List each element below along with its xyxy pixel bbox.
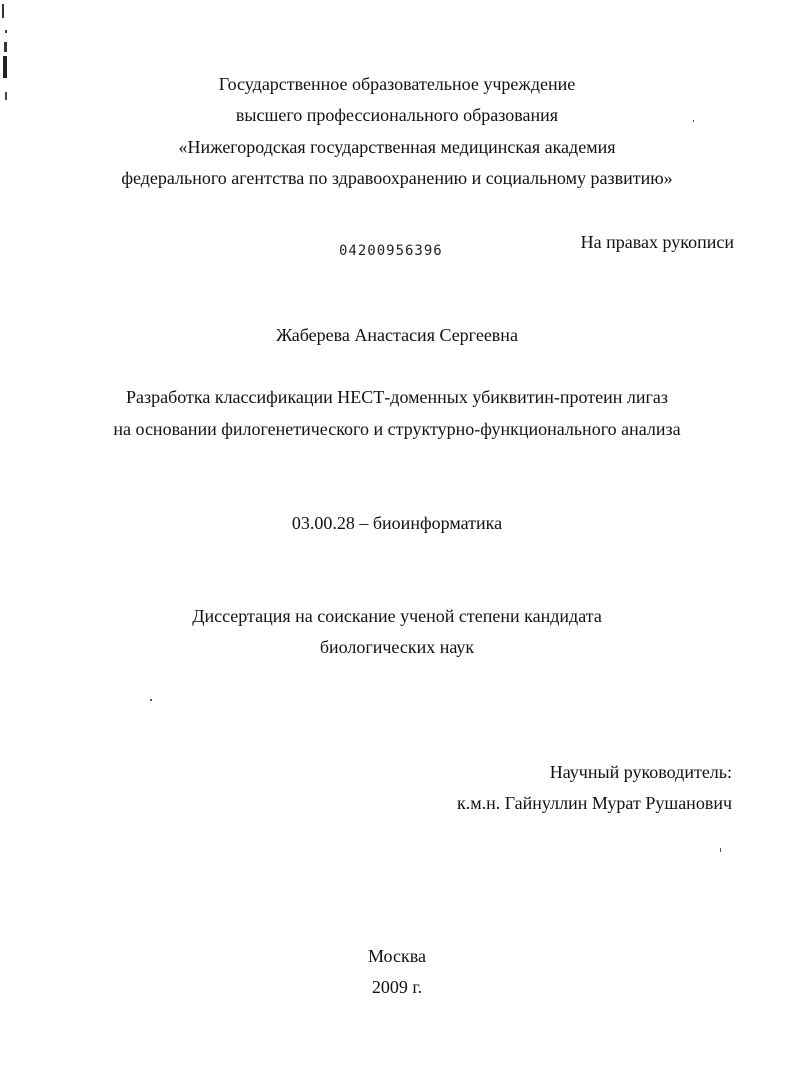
author-name: Жаберева Анастасия Сергеевна: [276, 325, 518, 345]
library-stamp-number: 04200956396: [339, 243, 443, 259]
institution-line-1: Государственное образовательное учреждение: [218, 74, 576, 94]
institution-line-3: «Нижегородская государственная медицинская академия: [178, 137, 616, 157]
city: Москва: [368, 946, 426, 966]
year: 2009 г.: [371, 977, 423, 997]
thesis-title-line-2: на основании филогенетического и структурно-функционального анализа: [113, 419, 681, 439]
degree-line-2: биологических наук: [319, 637, 475, 657]
thesis-title-line-1: Разработка классификации НЕСТ-доменных убиквитин-протеин лигаз: [125, 387, 669, 407]
institution-line-2: высшего профессионального образования: [235, 105, 559, 125]
specialty-code: 03.00.28 – биоинформатика: [291, 513, 503, 533]
institution-line-4: федерального агентства по здравоохранению и социальному развитию»: [121, 168, 673, 188]
scan-speck: [720, 848, 721, 852]
scan-speck: [693, 120, 694, 122]
manuscript-note: На правах рукописи: [580, 232, 734, 252]
supervisor-name: к.м.н. Гайнуллин Мурат Рушанович: [456, 793, 732, 813]
scan-speck: [150, 699, 152, 701]
supervisor-label: Научный руководитель:: [549, 762, 732, 782]
degree-line-1: Диссертация на соискание ученой степени кандидата: [192, 606, 602, 626]
